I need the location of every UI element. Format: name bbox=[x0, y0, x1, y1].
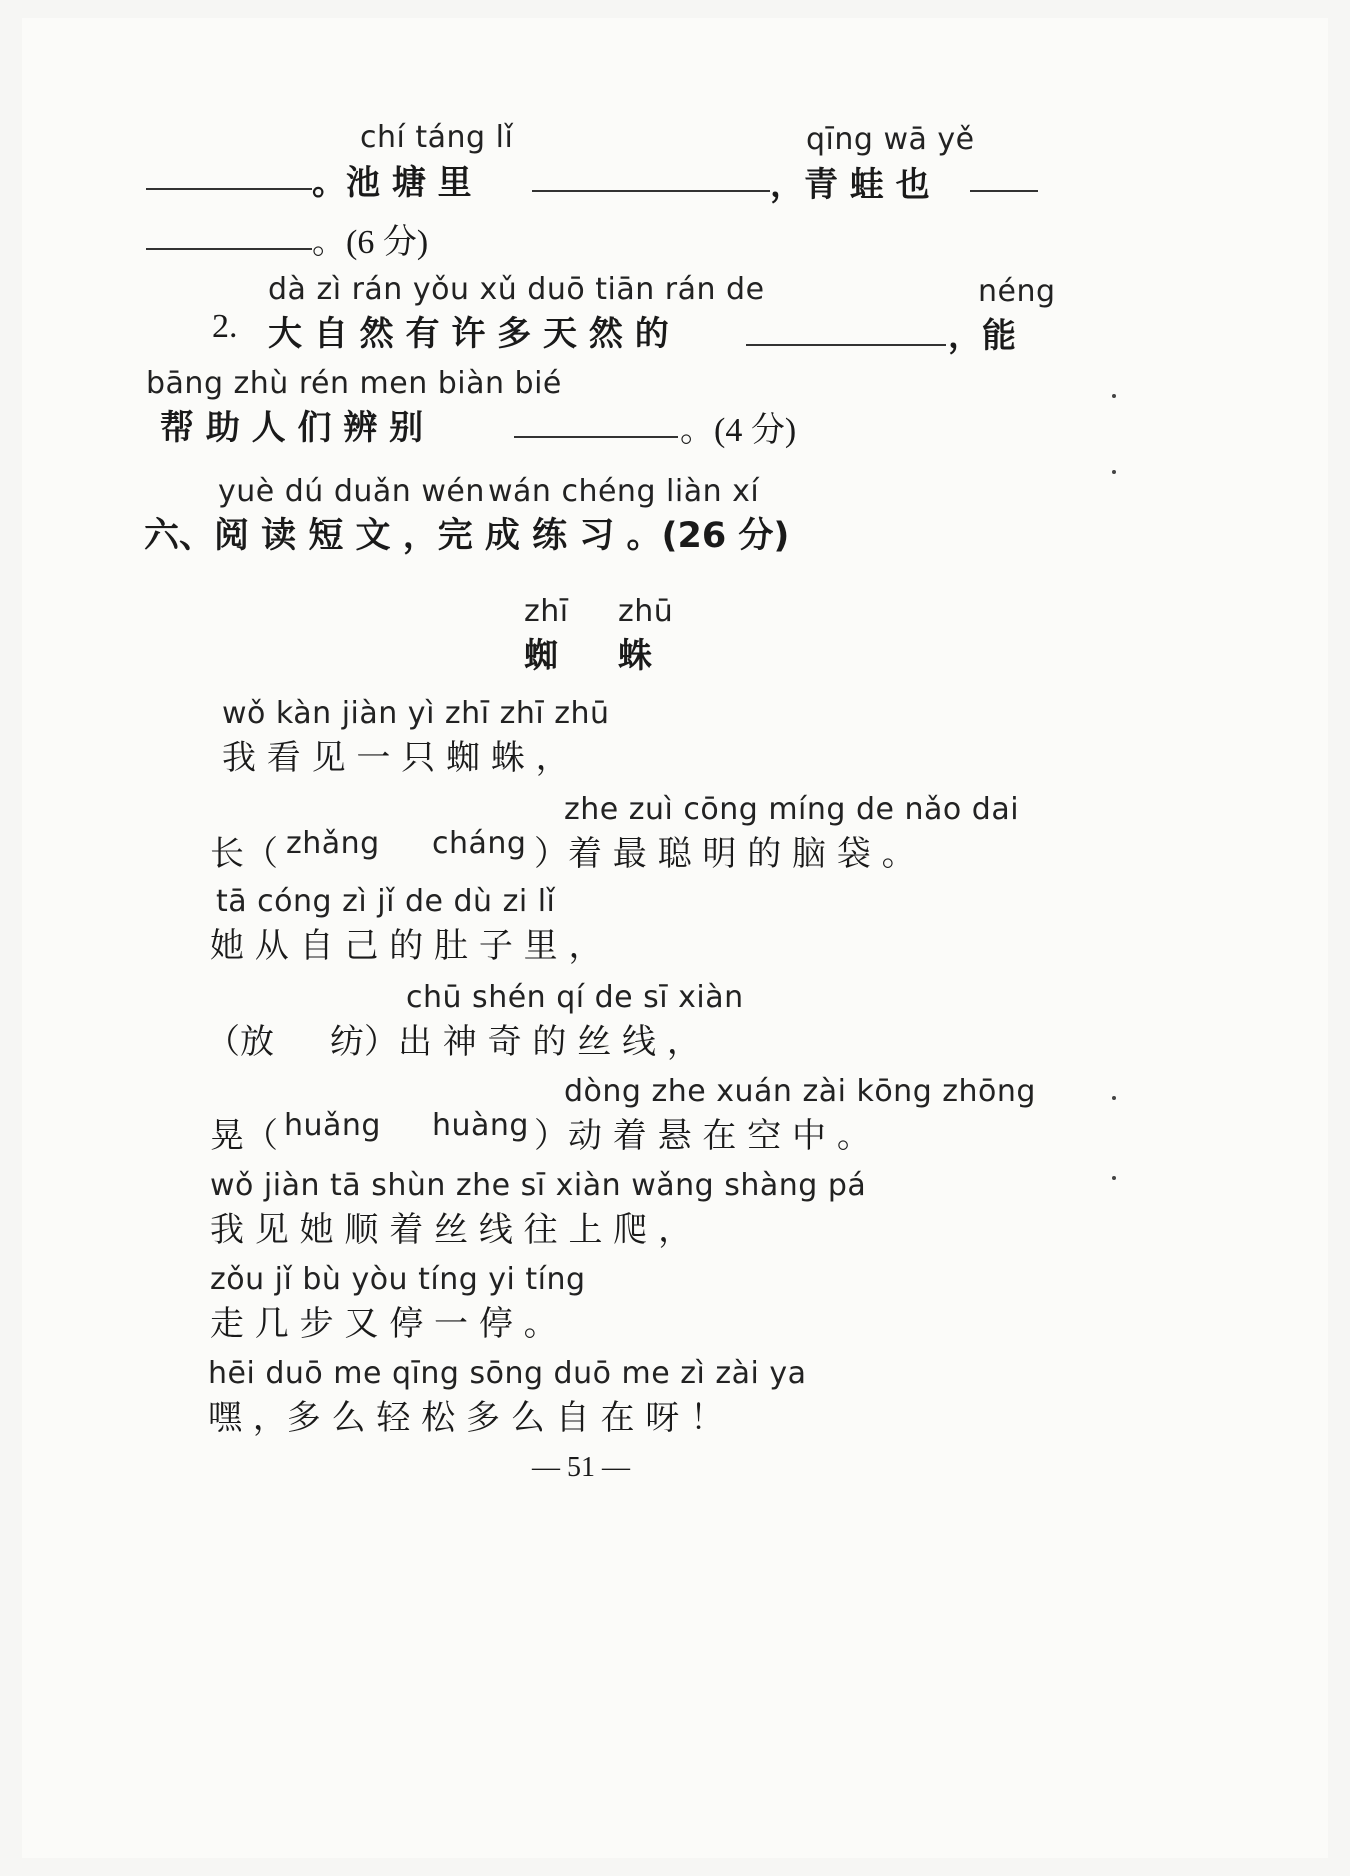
poem-line1: 我 看 见 一 只 蜘 蛛 ， bbox=[222, 738, 570, 778]
poem-line2-option-a[interactable]: zhǎng bbox=[286, 826, 380, 861]
q1-text-a: 。池 塘 里 bbox=[312, 163, 472, 203]
poem-line4-option-a[interactable]: （放 bbox=[206, 1022, 274, 1062]
q1-pinyin-b: qīng wā yě bbox=[806, 122, 975, 157]
q2-text-1b: ，能 bbox=[948, 316, 1016, 356]
q1-blank-2[interactable] bbox=[532, 190, 770, 192]
section6-pinyin-a: yuè dú duǎn wén bbox=[218, 474, 485, 509]
poem-line6-pinyin: wǒ jiàn tā shùn zhe sī xiàn wǎng shàng pá bbox=[210, 1168, 867, 1203]
poem-line1-pinyin: wǒ kàn jiàn yì zhī zhī zhū bbox=[222, 696, 610, 731]
poem-line5-option-a[interactable]: huǎng bbox=[284, 1108, 381, 1143]
poem-line8: 嘿 ，多 么 轻 松 多 么 自 在 呀 ！ bbox=[208, 1398, 725, 1438]
poem-line5-a: 晃（ bbox=[210, 1116, 278, 1156]
poem-line2-b: ）着 最 聪 明 的 脑 袋 。 bbox=[534, 834, 916, 874]
poem-line2-pinyin: zhe zuì cōng míng de nǎo dai bbox=[564, 792, 1020, 827]
q2-text-2: 帮 助 人 们 辨 别 bbox=[160, 408, 424, 448]
q2-blank-2[interactable] bbox=[514, 436, 678, 438]
poem-line5-b: ）动 着 悬 在 空 中 。 bbox=[534, 1116, 871, 1156]
scan-speck bbox=[1112, 1176, 1116, 1180]
poem-line6: 我 见 她 顺 着 丝 线 往 上 爬 ， bbox=[210, 1210, 693, 1250]
q1-pinyin-a: chí táng lǐ bbox=[360, 120, 514, 155]
scan-speck bbox=[1112, 1096, 1116, 1100]
q2-pinyin-1b: néng bbox=[978, 274, 1056, 309]
q1-blank-1[interactable] bbox=[146, 188, 312, 190]
poem-line3: 她 从 自 己 的 肚 子 里 ， bbox=[210, 926, 603, 966]
poem-line4-pinyin: chū shén qí de sī xiàn bbox=[406, 980, 744, 1015]
poem-line5-option-b[interactable]: huàng bbox=[432, 1108, 529, 1143]
section6-pinyin-b: wán chéng liàn xí bbox=[488, 474, 760, 509]
poem-line8-pinyin: hēi duō me qīng sōng duō me zì zài ya bbox=[208, 1356, 807, 1391]
poem-line7: 走 几 步 又 停 一 停 。 bbox=[210, 1304, 558, 1344]
q2-text-1: 大 自 然 有 许 多 天 然 的 bbox=[268, 314, 669, 354]
q1-blank-4[interactable] bbox=[146, 248, 312, 250]
q1-score: 。(6 分) bbox=[312, 224, 429, 261]
poem-title-pinyin-b: zhū bbox=[618, 594, 674, 629]
poem-line3-pinyin: tā cóng zì jǐ de dù zi lǐ bbox=[216, 884, 556, 919]
scan-speck bbox=[1112, 394, 1116, 398]
page-number: — 51 — bbox=[532, 1452, 630, 1483]
q2-score: 。(4 分) bbox=[680, 412, 797, 449]
q2-blank-1[interactable] bbox=[746, 344, 946, 346]
q2-number: 2. bbox=[212, 308, 238, 345]
poem-line4-b: 纺）出 神 奇 的 丝 线 ， bbox=[330, 1022, 701, 1062]
q1-blank-3[interactable] bbox=[970, 190, 1038, 192]
poem-line7-pinyin: zǒu jǐ bù yòu tíng yi tíng bbox=[210, 1262, 586, 1297]
poem-line2-a: 长（ bbox=[210, 834, 278, 874]
poem-title-b: 蛛 bbox=[618, 636, 652, 676]
poem-title-pinyin-a: zhī bbox=[524, 594, 569, 629]
q2-pinyin-1: dà zì rán yǒu xǔ duō tiān rán de bbox=[268, 272, 765, 307]
q1-text-b: ，青 蛙 也 bbox=[770, 165, 930, 205]
poem-title-a: 蜘 bbox=[524, 636, 558, 676]
q2-pinyin-2: bāng zhù rén men biàn bié bbox=[146, 366, 562, 401]
scan-speck bbox=[1112, 470, 1116, 474]
poem-line5-pinyin: dòng zhe xuán zài kōng zhōng bbox=[564, 1074, 1036, 1109]
section6-title: 六、阅 读 短 文 ，完 成 练 习 。(26 分) bbox=[144, 516, 790, 556]
poem-line2-option-b[interactable]: cháng bbox=[432, 826, 527, 861]
